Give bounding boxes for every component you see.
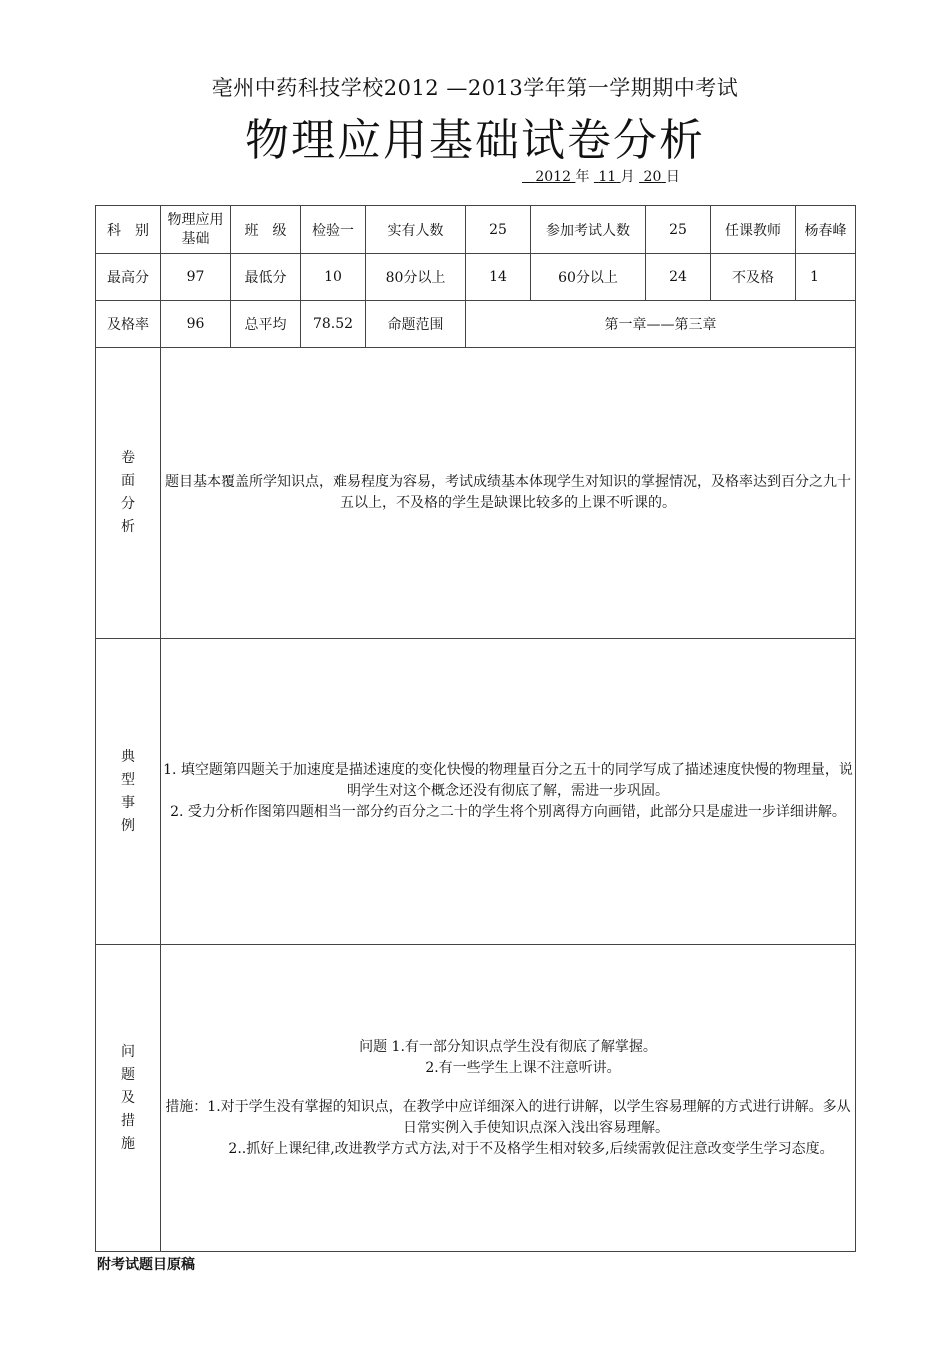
above-60-label: 60分以上: [531, 254, 646, 301]
measure-1: 措施：1.对于学生没有掌握的知识点，在教学中应详细深入的进行讲解，以学生容易理解的方式进行讲解。多从日常实例入手使知识点深入浅出容易理解。: [165, 1098, 851, 1136]
paper-analysis-text: 题目基本覆盖所学知识点，难易程度为容易，考试成绩基本体现学生对知识的掌握情况，及格率达到百分之九十五以上，不及格的学生是缺课比较多的上课不听课的。: [161, 348, 856, 639]
scope-value: 第一章——第三章: [466, 301, 856, 348]
subject-value: 物理应用基础: [161, 206, 231, 254]
report-date: [522, 166, 680, 186]
fail-label: 不及格: [711, 254, 796, 301]
analysis-table: [95, 205, 856, 1252]
min-score-value: 10: [301, 254, 366, 301]
case-item-2: 2. 受力分析作图第四题相当一部分约百分之二十的学生将个别离得方向画错，此部分只是虚进一步详细讲解。: [170, 804, 846, 820]
school-exam-heading: 亳州中药科技学校2012 —2013学年第一学期期中考试: [211, 76, 739, 100]
fail-value: 1: [796, 254, 856, 301]
min-score-label: 最低分: [231, 254, 301, 301]
date-day: 20: [643, 169, 662, 185]
typical-cases-row: [96, 639, 856, 945]
date-month: 11: [598, 169, 617, 185]
above-60-value: 24: [646, 254, 711, 301]
above-80-value: 14: [466, 254, 531, 301]
scope-label: 命题范围: [366, 301, 466, 348]
paper-analysis-label: 卷 面 分 析: [96, 348, 161, 639]
typical-cases-text: [161, 639, 856, 945]
date-day-unit: 日: [665, 169, 680, 185]
teacher-label: 任课教师: [711, 206, 796, 254]
paper-analysis-row: [96, 348, 856, 639]
typical-cases-label: 典 型 事 例: [96, 639, 161, 945]
measure-2: 2..抓好上课纪律,改进教学方式方法,对于不及格学生相对较多,后续需敦促注意改变学生学习态度。: [228, 1140, 834, 1157]
subject-label: 科 别: [96, 206, 161, 254]
max-score-label: 最高分: [96, 254, 161, 301]
average-value: 78.52: [301, 301, 366, 348]
enrolled-label: 实有人数: [366, 206, 466, 254]
class-label: 班 级: [231, 206, 301, 254]
enrolled-value: 25: [466, 206, 531, 254]
date-month-unit: 月: [620, 169, 635, 185]
issues-measures-text: [161, 945, 856, 1252]
issues-measures-label: 问 题 及 措 施: [96, 945, 161, 1252]
case-item-1: 1. 填空题第四题关于加速度是描述速度的变化快慢的物理量百分之五十的同学写成了描述速度快慢的物理量，说明学生对这个概念还没有彻底了解，需进一步巩固。: [163, 762, 853, 799]
appendix-note: 附考试题目原稿: [97, 1257, 195, 1273]
info-row-3: [96, 301, 856, 348]
problem-2: 2.有一些学生上课不注意听讲。: [425, 1059, 621, 1076]
exam-takers-value: 25: [646, 206, 711, 254]
info-row-1: [96, 206, 856, 254]
info-row-2: [96, 254, 856, 301]
max-score-value: 97: [161, 254, 231, 301]
average-label: 总平均: [231, 301, 301, 348]
teacher-value: 杨春峰: [796, 206, 856, 254]
pass-rate-value: 96: [161, 301, 231, 348]
problem-1: 问题 1.有一部分知识点学生没有彻底了解掌握。: [359, 1038, 657, 1055]
date-year-unit: 年: [575, 169, 590, 185]
class-value: 检验一: [301, 206, 366, 254]
above-80-label: 80分以上: [366, 254, 466, 301]
issues-measures-row: [96, 945, 856, 1252]
pass-rate-label: 及格率: [96, 301, 161, 348]
page-title: 物理应用基础试卷分析: [245, 115, 705, 166]
exam-takers-label: 参加考试人数: [531, 206, 646, 254]
date-year: 2012: [535, 169, 571, 185]
